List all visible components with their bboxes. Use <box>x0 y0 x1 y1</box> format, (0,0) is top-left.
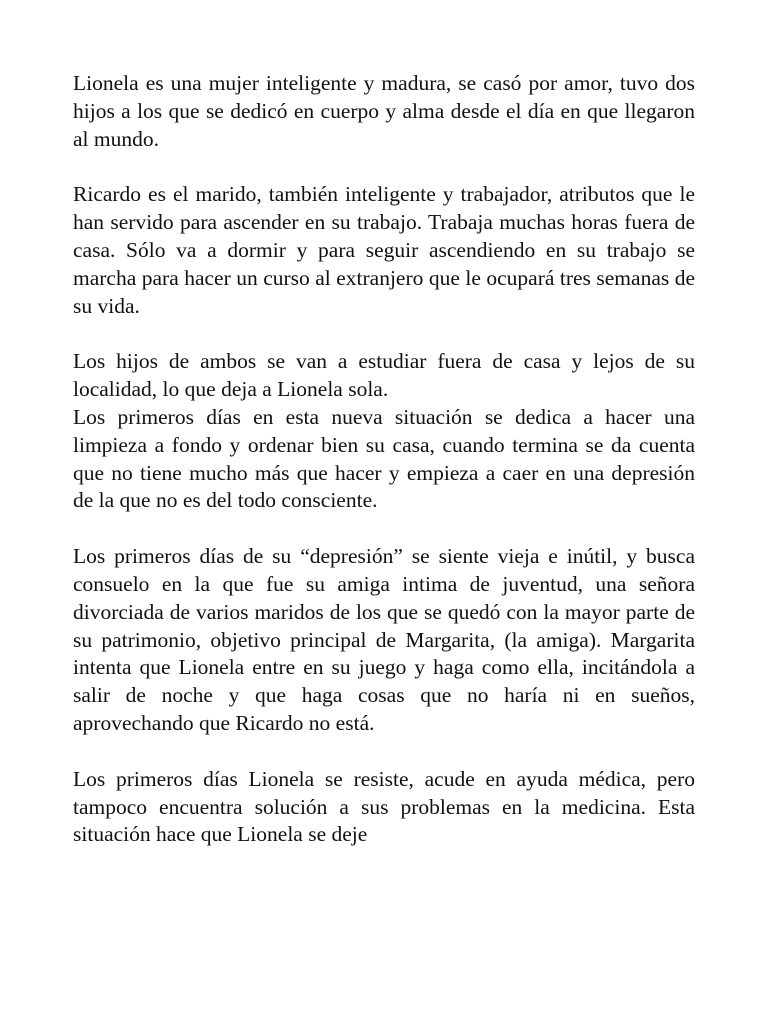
paragraph: Ricardo es el marido, también inteligente y trabajador, atributos que le han servido para ascender en su trabajo. Trabaja muchas horas fuera de casa. Sólo va a dormir y para seguir ascendiendo en su trabajo se marcha para hacer un curso al extranjero que le ocupará tres semanas de su vida. <box>73 182 695 318</box>
paragraph: Los primeros días Lionela se resiste, acude en ayuda médica, pero tampoco encuentra solución a sus problemas en la medicina. Esta situación hace que Lionela se deje <box>73 766 695 847</box>
paragraph: Los primeros días de su “depresión” se siente vieja e inútil, y busca consuelo en la que fue su amiga intima de juventud, una señora divorciada de varios maridos de los que se quedó con la mayor parte de su patrimonio, objetivo principal de Margarita, (la amiga). Margarita intenta que Lionela entre en su juego y haga como ella, incitándola a salir de noche y que haga cosas que no haría ni en sueños, aprovechando que Ricardo no está. <box>73 544 695 735</box>
paragraph: Los primeros días en esta nueva situación se dedica a hacer una limpieza a fondo y ordenar bien su casa, cuando termina se da cuenta que no tiene mucho más que hacer y empieza a caer en una depresión de la que no es del todo consciente. <box>73 404 695 513</box>
paragraph: Lionela es una mujer inteligente y madura, se casó por amor, tuvo dos hijos a los que se dedicó en cuerpo y alma desde el día en que llegaron al mundo. <box>73 71 695 151</box>
document-page <box>73 70 695 849</box>
paragraph: Los hijos de ambos se van a estudiar fuera de casa y lejos de su localidad, lo que deja a Lionela sola. <box>73 349 695 402</box>
